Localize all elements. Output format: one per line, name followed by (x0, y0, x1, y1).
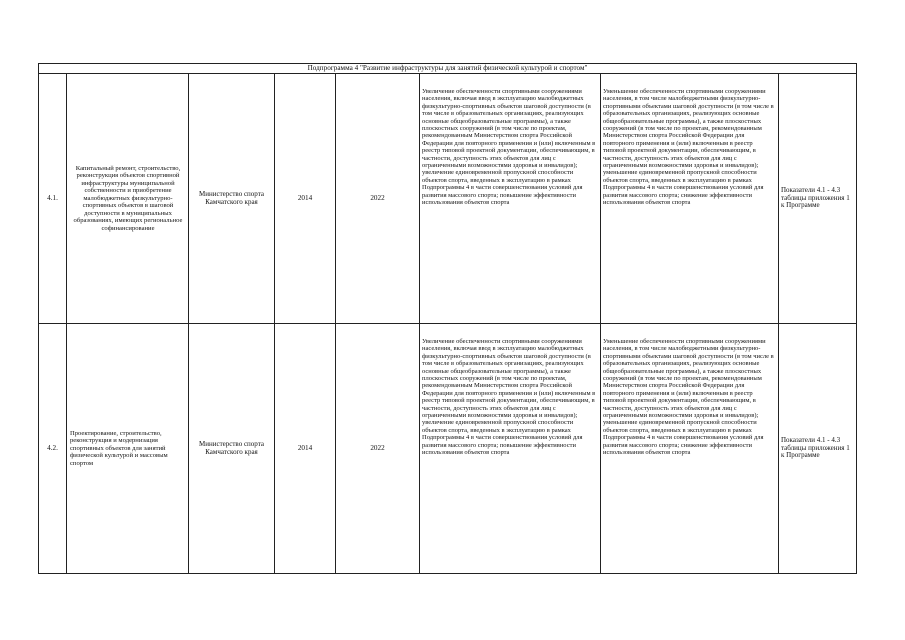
expected-result: Увеличение обеспеченности спортивными сооружениями населения, включая ввод в эксплуатацию малобюджетных физкультурно-спортивных объектов шаговой доступности (в том числе в образовательных организациях, реализующих основные общеобразовательные программы), а также плоскостных сооружений (в том числе по проектам, рекомендованным Министерством спорта Российской Федерации для повторного применения и (или) включенным в реестр типовой проектной документации, обеспечивающим, в частности, доступность этих объектов для лиц с ограниченными возможностями здоровья и инвалидов); увеличение единовременной пропускной способности объектов спорта, введенных в эксплуатацию в рамках Подпрограммы 4 в части совершенствования условий для развития массового спорта; повышение эффективности использования объектов спорта (420, 74, 601, 324)
end-year: 2022 (336, 324, 420, 574)
program-table-page (38, 63, 856, 546)
executor: Министерство спорта Камчатского края (189, 324, 275, 574)
executor: Министерство спорта Камчатского края (189, 74, 275, 324)
expected-result: Увеличение обеспеченности спортивными сооружениями населения, включая ввод в эксплуатацию малобюджетных физкультурно-спортивных объектов шаговой доступности (в том числе в образовательных организациях, реализующих основные общеобразовательные программы), а также плоскостных сооружений (в том числе по проектам, рекомендованным Министерством спорта Российской Федерации для повторного применения и (или) включенным в реестр типовой проектной документации, обеспечивающим, в частности, доступность этих объектов для лиц с ограниченными возможностями здоровья и инвалидов); увеличение единовременной пропускной способности объектов спорта, введенных в эксплуатацию в рамках Подпрограммы 4 в части совершенствования условий для развития массового спорта; повышение эффективности использования объектов спорта (420, 324, 601, 574)
indicators: Показатели 4.1 - 4.3 таблицы приложения 1 к Программе (779, 324, 857, 574)
activity-name: Проектирование, строительство, реконструкция и модернизация спортивных объектов для занятий физической культурой и массовым спортом (67, 324, 189, 574)
row-number: 4.1. (39, 74, 67, 324)
row-number: 4.2. (39, 324, 67, 574)
end-year: 2022 (336, 74, 420, 324)
consequences: Уменьшение обеспеченности спортивными сооружениями населения, в том числе малобюджетными физкультурно-спортивными объектами шаговой доступности (в том числе в образовательных организациях, реализующих основные общеобразовательные программы), а также плоскостных сооружений (в том числе по проектам, рекомендованным Министерством спорта Российской Федерации для повторного применения и (или) включенным в реестр типовой проектной документации, обеспечивающим, в частности, доступность этих объектов для лиц с ограниченными возможностями здоровья и инвалидов); уменьшение единовременной пропускной способности объектов спорта, введенных в эксплуатацию в рамках Подпрограммы 4 в части совершенствования условий для развития массового спорта; снижение эффективности использования объектов спорта (601, 74, 779, 324)
consequences: Уменьшение обеспеченности спортивными сооружениями населения, в том числе малобюджетными физкультурно-спортивными объектами шаговой доступности (в том числе в образовательных организациях, реализующих основные общеобразовательные программы), а также плоскостных сооружений (в том числе по проектам, рекомендованным Министерством спорта Российской Федерации для повторного применения и (или) включенным в реестр типовой проектной документации, обеспечивающим, в частности, доступность этих объектов для лиц с ограниченными возможностями здоровья и инвалидов); уменьшение единовременной пропускной способности объектов спорта, введенных в эксплуатацию в рамках Подпрограммы 4 в части совершенствования условий для развития массового спорта; снижение эффективности использования объектов спорта (601, 324, 779, 574)
table-row (39, 74, 857, 324)
subprogram-header: Подпрограмма 4 "Развитие инфраструктуры для занятий физической культурой и спортом" (39, 64, 857, 74)
start-year: 2014 (275, 74, 336, 324)
start-year: 2014 (275, 324, 336, 574)
indicators: Показатели 4.1 - 4.3 таблицы приложения 1 к Программе (779, 74, 857, 324)
table-row (39, 324, 857, 574)
subprogram-table (38, 63, 857, 574)
activity-name: Капитальный ремонт, строительство, реконструкция объектов спортивной инфраструктуры муниципальной собственности и приобретение малобюджетных физкультурно-спортивных объектов в шаговой доступности в муниципальных образованиях, имеющих региональное софинансирование (67, 74, 189, 324)
